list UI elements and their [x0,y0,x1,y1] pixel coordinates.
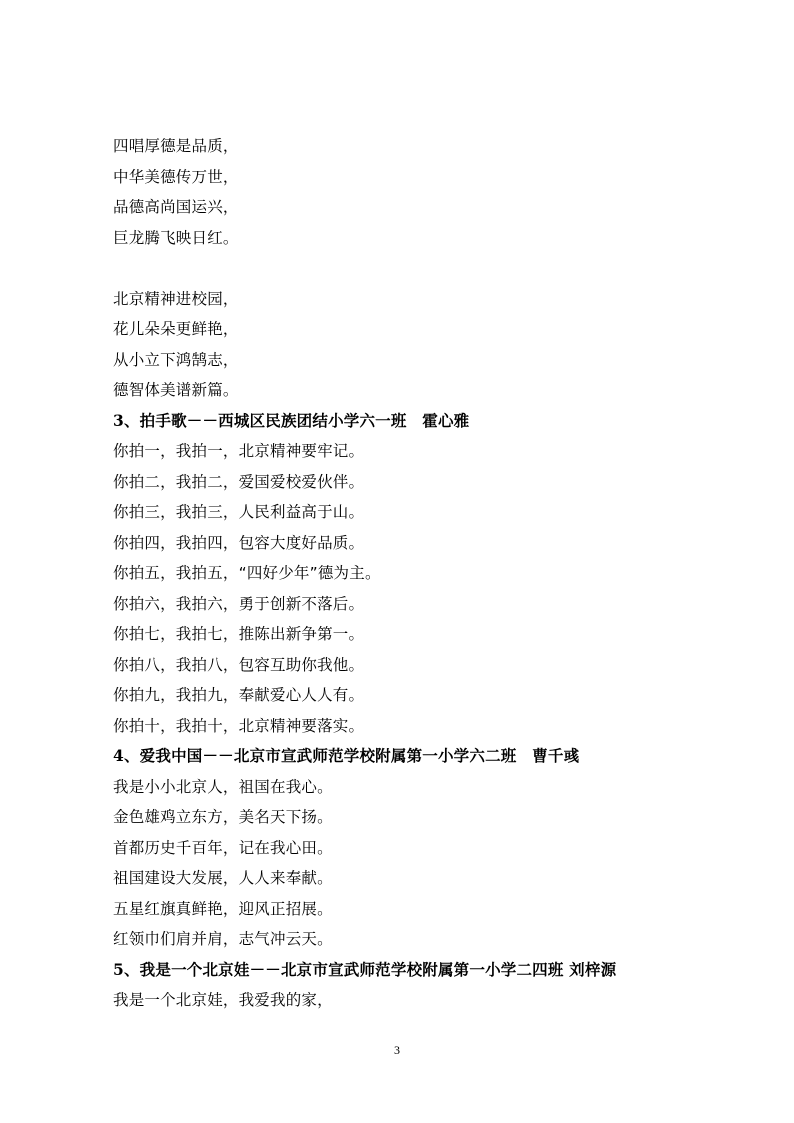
poem-line: 品德高尚国运兴， [113,198,239,216]
poem-line: 你拍四，我拍四，包容大度好品质。 [113,533,365,552]
poem-line: 我是小小北京人，祖国在我心。 [113,777,333,796]
page-content [113,131,693,1016]
poem-stanza [113,131,693,253]
section-heading: 4、爱我中国－－北京市宣武师范学校附属第一小学六二班 曹千彧 [113,746,580,765]
poem-line: 你拍八，我拍八，包容互助你我他。 [113,655,365,674]
section-3 [113,406,693,742]
section-heading: 3、拍手歌－－西城区民族团结小学六一班 霍心雅 [113,410,470,430]
poem-line: 从小立下鸿鹄志， [113,350,239,369]
poem-line: 祖国建设大发展，人人来奉献。 [113,869,333,887]
page-number: 3 [394,1043,400,1057]
poem-line: 四唱厚德是品质， [113,137,239,155]
poem-line: 花儿朵朵更鲜艳， [113,320,239,338]
poem-line: 首都历史千百年，记在我心田。 [113,838,333,857]
poem-line: 你拍五，我拍五，“四好少年”德为主。 [113,564,381,582]
poem-line: 你拍十，我拍十，北京精神要落实。 [113,716,365,735]
poem-line: 你拍二，我拍二，爱国爱校爱伙伴。 [113,472,365,491]
poem-line: 你拍三，我拍三，人民利益高于山。 [113,503,365,521]
poem-line: 你拍七，我拍七，推陈出新争第一。 [113,625,365,643]
poem-line: 你拍六，我拍六，勇于创新不落后。 [113,594,365,613]
poem-line: 巨龙腾飞映日红。 [113,228,239,247]
stanza-spacer [113,253,693,284]
poem-line: 红领巾们肩并肩，志气冲云天。 [113,930,333,948]
poem-line: 你拍一，我拍一，北京精神要牢记。 [113,442,365,460]
poem-line: 五星红旗真鲜艳，迎风正招展。 [113,899,333,918]
section-5 [113,955,693,1016]
poem-line: 你拍九，我拍九，奉献爱心人人有。 [113,686,365,704]
poem-stanza [113,284,693,406]
poem-line: 德智体美谱新篇。 [113,381,239,399]
poem-line: 中华美德传万世， [113,167,239,186]
section-4 [113,741,693,955]
poem-line: 我是一个北京娃，我爱我的家， [113,991,333,1009]
poem-line: 北京精神进校园， [113,289,239,308]
section-heading: 5、我是一个北京娃－－北京市宣武师范学校附属第一小学二四班 刘梓源 [113,959,617,979]
poem-line: 金色雄鸡立东方，美名天下扬。 [113,808,333,826]
